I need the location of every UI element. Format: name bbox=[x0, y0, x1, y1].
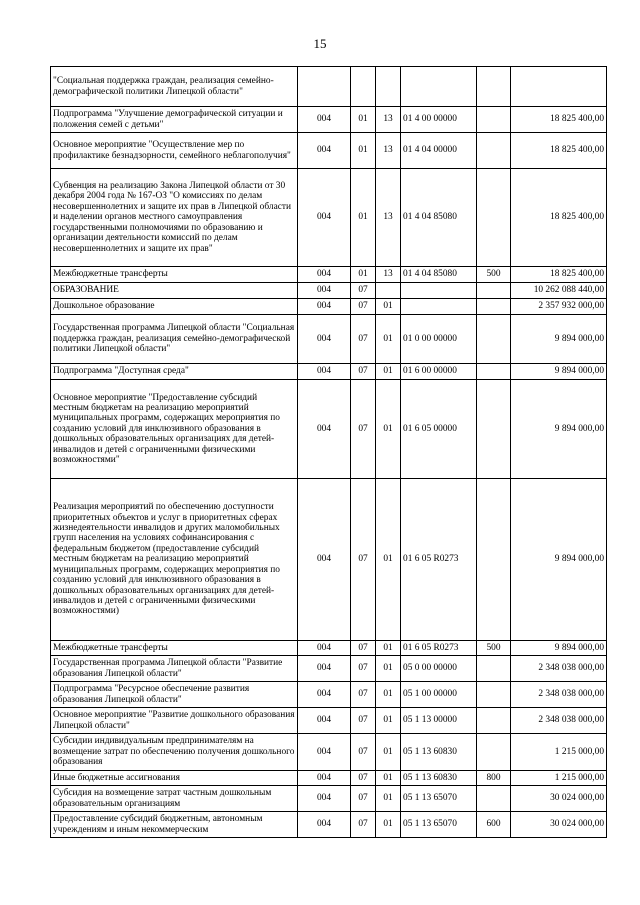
department-code: 004 bbox=[298, 641, 351, 656]
section-code: 07 bbox=[351, 641, 376, 656]
department-code: 004 bbox=[298, 299, 351, 315]
department-code bbox=[298, 67, 351, 107]
department-code: 004 bbox=[298, 812, 351, 838]
section-code: 01 bbox=[351, 133, 376, 169]
subsection-code: 01 bbox=[376, 734, 401, 771]
sum-amount: 9 894 000,00 bbox=[511, 315, 607, 364]
department-code: 004 bbox=[298, 169, 351, 267]
sum-amount: 2 348 038 000,00 bbox=[511, 708, 607, 734]
department-code: 004 bbox=[298, 656, 351, 682]
row-name: Подпрограмма "Доступная среда" bbox=[51, 364, 298, 380]
section-code: 07 bbox=[351, 380, 376, 479]
table-row bbox=[51, 812, 607, 838]
subsection-code bbox=[376, 67, 401, 107]
target-article: 01 6 05 00000 bbox=[401, 380, 477, 479]
target-article: 01 6 05 R0273 bbox=[401, 479, 477, 641]
table-row bbox=[51, 107, 607, 133]
expense-type bbox=[477, 479, 511, 641]
department-code: 004 bbox=[298, 364, 351, 380]
department-code: 004 bbox=[298, 283, 351, 299]
row-name: Основное мероприятие "Развитие дошкольного образования Липецкой области" bbox=[51, 708, 298, 734]
department-code: 004 bbox=[298, 708, 351, 734]
row-name: Межбюджетные трансферты bbox=[51, 641, 298, 656]
subsection-code: 01 bbox=[376, 364, 401, 380]
subsection-code: 01 bbox=[376, 708, 401, 734]
sum-amount: 30 024 000,00 bbox=[511, 786, 607, 812]
target-article: 01 4 04 85080 bbox=[401, 267, 477, 283]
section-code: 07 bbox=[351, 299, 376, 315]
section-code: 07 bbox=[351, 315, 376, 364]
department-code: 004 bbox=[298, 682, 351, 708]
subsection-code: 01 bbox=[376, 479, 401, 641]
section-code: 07 bbox=[351, 656, 376, 682]
subsection-code: 01 bbox=[376, 812, 401, 838]
department-code: 004 bbox=[298, 267, 351, 283]
target-article: 05 1 00 00000 bbox=[401, 682, 477, 708]
sum-amount: 18 825 400,00 bbox=[511, 267, 607, 283]
sum-amount: 2 348 038 000,00 bbox=[511, 656, 607, 682]
department-code: 004 bbox=[298, 380, 351, 479]
section-code: 07 bbox=[351, 771, 376, 786]
target-article: 01 0 00 00000 bbox=[401, 315, 477, 364]
subsection-code: 13 bbox=[376, 267, 401, 283]
subsection-code: 01 bbox=[376, 682, 401, 708]
row-name: Реализация мероприятий по обеспечению доступности приоритетных объектов и услуг в приоритетных сферах жизнедеятельности инвалидов и других маломобильных групп населения на условиях софинансирования с федеральным бюджетом (предоставление субсидий местным бюджетам на реализацию мероприятий муниципальных программ, содержащих мероприятия по созданию условий для инклюзивного образования в дошкольных образовательных организациях для детей-инвалидов и детей с ограниченными физическими возможностями) bbox=[51, 479, 298, 641]
section-code: 07 bbox=[351, 364, 376, 380]
table-row bbox=[51, 267, 607, 283]
target-article: 05 1 13 65070 bbox=[401, 812, 477, 838]
subsection-code: 01 bbox=[376, 641, 401, 656]
row-name: Субсидия на возмещение затрат частным дошкольным образовательным организациям bbox=[51, 786, 298, 812]
section-code: 01 bbox=[351, 107, 376, 133]
budget-table bbox=[50, 66, 607, 838]
row-name: Субсидии индивидуальным предпринимателям на возмещение затрат по обеспечению получения дошкольного образования bbox=[51, 734, 298, 771]
subsection-code: 13 bbox=[376, 169, 401, 267]
table-row bbox=[51, 771, 607, 786]
sum-amount: 9 894 000,00 bbox=[511, 380, 607, 479]
sum-amount bbox=[511, 67, 607, 107]
expense-type bbox=[477, 364, 511, 380]
sum-amount: 1 215 000,00 bbox=[511, 734, 607, 771]
table-row bbox=[51, 67, 607, 107]
sum-amount: 9 894 000,00 bbox=[511, 479, 607, 641]
expense-type bbox=[477, 169, 511, 267]
row-name: Подпрограмма "Ресурсное обеспечение развития образования Липецкой области" bbox=[51, 682, 298, 708]
expense-type: 600 bbox=[477, 812, 511, 838]
sum-amount: 10 262 088 440,00 bbox=[511, 283, 607, 299]
expense-type: 800 bbox=[477, 771, 511, 786]
row-name: Подпрограмма "Улучшение демографической ситуации и положения семей с детьми" bbox=[51, 107, 298, 133]
row-name: Основное мероприятие "Осуществление мер по профилактике безнадзорности, семейного неблагополучия" bbox=[51, 133, 298, 169]
target-article: 01 6 00 00000 bbox=[401, 364, 477, 380]
subsection-code: 01 bbox=[376, 315, 401, 364]
table-row bbox=[51, 315, 607, 364]
section-code: 07 bbox=[351, 479, 376, 641]
department-code: 004 bbox=[298, 315, 351, 364]
section-code bbox=[351, 67, 376, 107]
row-name: "Социальная поддержка граждан, реализация семейно-демографической политики Липецкой области" bbox=[51, 67, 298, 107]
expense-type bbox=[477, 133, 511, 169]
department-code: 004 bbox=[298, 107, 351, 133]
target-article bbox=[401, 299, 477, 315]
expense-type bbox=[477, 67, 511, 107]
expense-type: 500 bbox=[477, 641, 511, 656]
row-name: ОБРАЗОВАНИЕ bbox=[51, 283, 298, 299]
expense-type bbox=[477, 708, 511, 734]
budget-table-body bbox=[51, 67, 607, 838]
row-name: Межбюджетные трансферты bbox=[51, 267, 298, 283]
section-code: 01 bbox=[351, 267, 376, 283]
row-name: Предоставление субсидий бюджетным, автономным учреждениям и иным некоммерческим bbox=[51, 812, 298, 838]
table-row bbox=[51, 682, 607, 708]
table-row bbox=[51, 169, 607, 267]
section-code: 07 bbox=[351, 812, 376, 838]
target-article: 01 4 00 00000 bbox=[401, 107, 477, 133]
section-code: 07 bbox=[351, 283, 376, 299]
department-code: 004 bbox=[298, 771, 351, 786]
subsection-code: 13 bbox=[376, 107, 401, 133]
page-number: 15 bbox=[313, 36, 327, 51]
expense-type bbox=[477, 734, 511, 771]
sum-amount: 2 357 932 000,00 bbox=[511, 299, 607, 315]
subsection-code: 13 bbox=[376, 133, 401, 169]
subsection-code: 01 bbox=[376, 786, 401, 812]
target-article: 01 4 04 00000 bbox=[401, 133, 477, 169]
target-article: 05 1 13 60830 bbox=[401, 771, 477, 786]
expense-type bbox=[477, 656, 511, 682]
subsection-code bbox=[376, 283, 401, 299]
target-article: 05 0 00 00000 bbox=[401, 656, 477, 682]
sum-amount: 9 894 000,00 bbox=[511, 364, 607, 380]
expense-type bbox=[477, 283, 511, 299]
target-article: 05 1 13 00000 bbox=[401, 708, 477, 734]
table-row bbox=[51, 364, 607, 380]
row-name: Основное мероприятие "Предоставление субсидий местным бюджетам на реализацию мероприятий муниципальных программ, содержащих мероприятия по созданию условий для инклюзивного образования в дошкольных образовательных организациях для детей-инвалидов и детей с ограниченными физическими возможностями" bbox=[51, 380, 298, 479]
table-row bbox=[51, 786, 607, 812]
department-code: 004 bbox=[298, 786, 351, 812]
subsection-code: 01 bbox=[376, 771, 401, 786]
department-code: 004 bbox=[298, 133, 351, 169]
expense-type bbox=[477, 315, 511, 364]
expense-type bbox=[477, 107, 511, 133]
subsection-code: 01 bbox=[376, 656, 401, 682]
section-code: 07 bbox=[351, 682, 376, 708]
target-article bbox=[401, 283, 477, 299]
target-article: 05 1 13 60830 bbox=[401, 734, 477, 771]
expense-type bbox=[477, 682, 511, 708]
table-row bbox=[51, 133, 607, 169]
expense-type: 500 bbox=[477, 267, 511, 283]
department-code: 004 bbox=[298, 479, 351, 641]
table-row bbox=[51, 299, 607, 315]
sum-amount: 18 825 400,00 bbox=[511, 107, 607, 133]
section-code: 07 bbox=[351, 734, 376, 771]
row-name: Иные бюджетные ассигнования bbox=[51, 771, 298, 786]
subsection-code: 01 bbox=[376, 380, 401, 479]
table-row bbox=[51, 734, 607, 771]
department-code: 004 bbox=[298, 734, 351, 771]
row-name: Государственная программа Липецкой области "Развитие образования Липецкой области" bbox=[51, 656, 298, 682]
expense-type bbox=[477, 299, 511, 315]
table-row bbox=[51, 641, 607, 656]
sum-amount: 1 215 000,00 bbox=[511, 771, 607, 786]
row-name: Дошкольное образование bbox=[51, 299, 298, 315]
expense-type bbox=[477, 786, 511, 812]
expense-type bbox=[477, 380, 511, 479]
row-name: Государственная программа Липецкой области "Социальная поддержка граждан, реализация семейно-демографической политики Липецкой области" bbox=[51, 315, 298, 364]
target-article: 05 1 13 65070 bbox=[401, 786, 477, 812]
table-row bbox=[51, 283, 607, 299]
sum-amount: 18 825 400,00 bbox=[511, 133, 607, 169]
section-code: 07 bbox=[351, 708, 376, 734]
target-article: 01 4 04 85080 bbox=[401, 169, 477, 267]
section-code: 07 bbox=[351, 786, 376, 812]
row-name: Субвенция на реализацию Закона Липецкой области от 30 декабря 2004 года № 167-ОЗ "О комиссиях по делам несовершеннолетних и защите их прав в Липецкой области и наделении органов местного самоуправления государственными полномочиями по образованию и организации деятельности комиссий по делам несовершеннолетних и защите их прав" bbox=[51, 169, 298, 267]
section-code: 01 bbox=[351, 169, 376, 267]
table-row bbox=[51, 380, 607, 479]
target-article bbox=[401, 67, 477, 107]
table-row bbox=[51, 479, 607, 641]
sum-amount: 2 348 038 000,00 bbox=[511, 682, 607, 708]
sum-amount: 18 825 400,00 bbox=[511, 169, 607, 267]
sum-amount: 30 024 000,00 bbox=[511, 812, 607, 838]
subsection-code: 01 bbox=[376, 299, 401, 315]
table-row bbox=[51, 708, 607, 734]
sum-amount: 9 894 000,00 bbox=[511, 641, 607, 656]
table-row bbox=[51, 656, 607, 682]
target-article: 01 6 05 R0273 bbox=[401, 641, 477, 656]
